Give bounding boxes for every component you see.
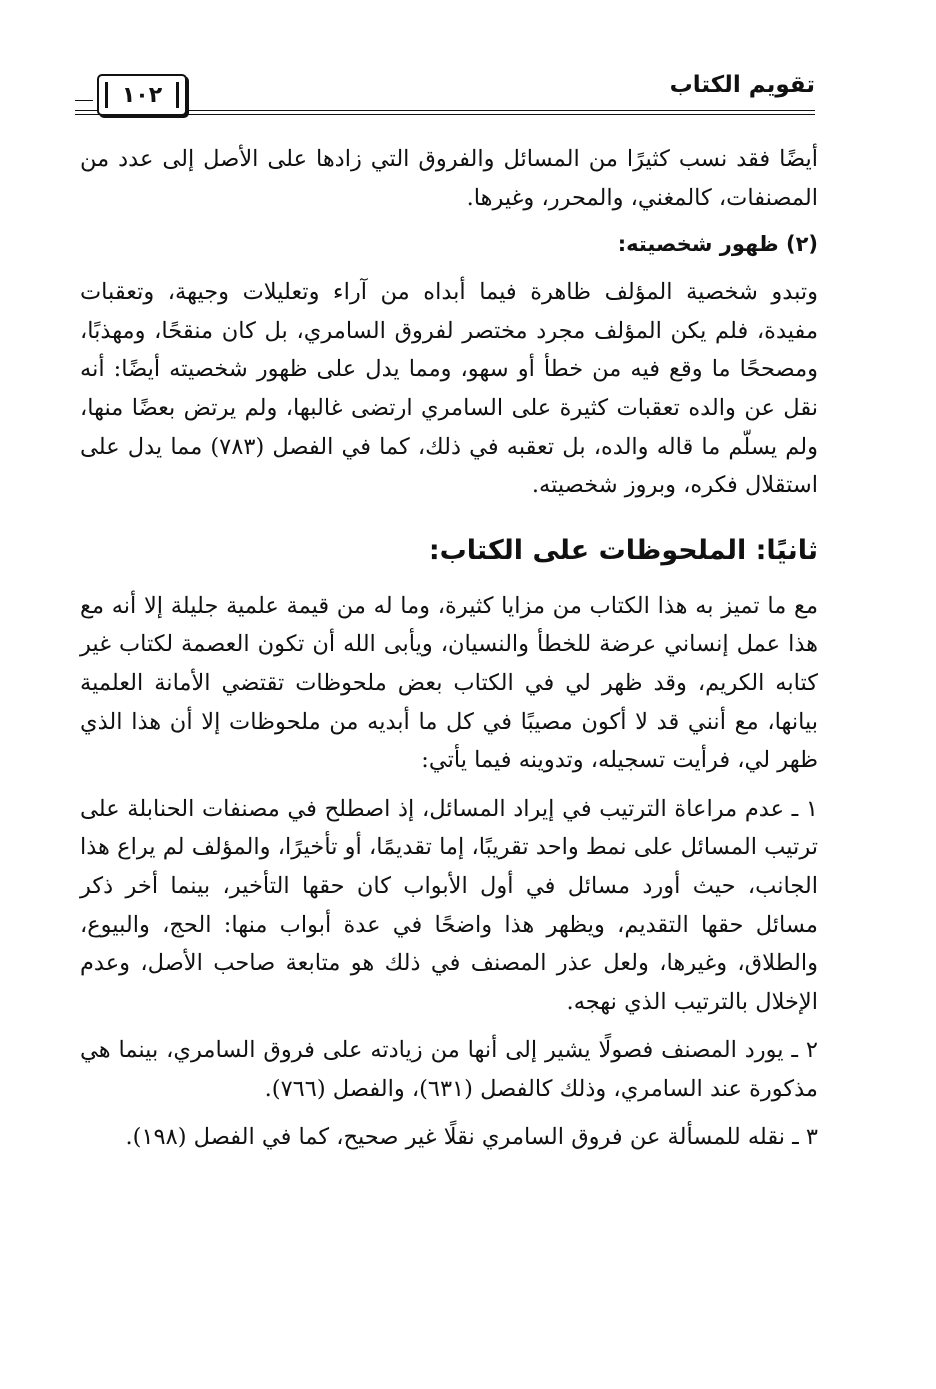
header-rule-bottom [75,114,815,115]
header-rule-left-short [75,100,93,101]
running-title: تقويم الكتاب [669,72,815,98]
subheading-personality: (٢) ظهور شخصيته: [617,232,818,257]
list-item-3: ٣ ـ نقله للمسألة عن فروق السامري نقلًا غير صحيح، كما في الفصل (١٩٨). [125,1124,818,1151]
list-item-1: ١ ـ عدم مراعاة الترتيب في إيراد المسائل، إذ اصطلح في مصنفات الحنابلة على ترتيب المسائل على نمط واحد تقريبًا، إما تقديمًا، أو تأخيرًا، والمؤلف لم يراع هذا الجانب، حيث أورد مسائل في أول الأبواب كان حقها التأخير، بينما أخر ذكر مسائل حقها التقديم، ويظهر هذا واضحًا في عدة أبواب منها: الحج، والبيوع، والطلاق، وغيرها، ولعل عذر المصنف في ذلك هو متابعة صاحب الأصل، وعدم الإخلال بالترتيب الذي نهجه. [80,795,818,1015]
paragraph-3: مع ما تميز به هذا الكتاب من مزايا كثيرة، وما له من قيمة علمية جليلة إلا أنه مع هذا عمل إنساني عرضة للخطأ والنسيان، ويأبى الله أن تكون العصمة لكتاب غير كتابه الكريم، وقد ظهر لي في الكتاب بعض ملحوظات تقتضي الأمانة العلمية بيانها، مع أنني قد لا أكون مصيبًا في كل ما أبديه من ملحوظات إلا أن هذا الذي ظهر لي، فرأيت تسجيله، وتدوينه فيما يأتي: [80,592,818,774]
paragraph-1: أيضًا فقد نسب كثيرًا من المسائل والفروق التي زادها على الأصل إلى عدد من المصنفات، كالمغني، والمحرر، وغيرها. [80,146,818,211]
section-title-remarks: ثانيًا: الملحوظات على الكتاب: [428,534,818,566]
paragraph-2: وتبدو شخصية المؤلف ظاهرة فيما أبداه من آراء وتعليلات وجيهة، وتعقبات مفيدة، فلم يكن المؤلف مجرد مختصر لفروق السامري، بل كان منقحًا، ومهذبًا، ومصححًا ما وقع فيه من خطأ أو سهو، ومما يدل على ظهور شخصيته أيضًا: أنه نقل عن والده تعقبات كثيرة على السامري ارتضى غالبها، ولم يرتض بعضًا منها، ولم يسلّم ما قاله والده، بل تعقبه في ذلك، كما في الفصل (٧٨٣) مما يدل على استقلال فكره، وبروز شخصيته. [80,279,818,499]
page-number: ١٠٢ [121,82,163,108]
page-header [75,70,815,122]
page-number-badge [97,74,187,116]
page-body [80,140,818,1167]
list-item-2: ٢ ـ يورد المصنف فصولًا يشير إلى أنها من زيادته على فروق السامري، بينما هي مذكورة عند السامري، وذلك كالفصل (٦٣١)، والفصل (٧٦٦). [80,1037,818,1102]
